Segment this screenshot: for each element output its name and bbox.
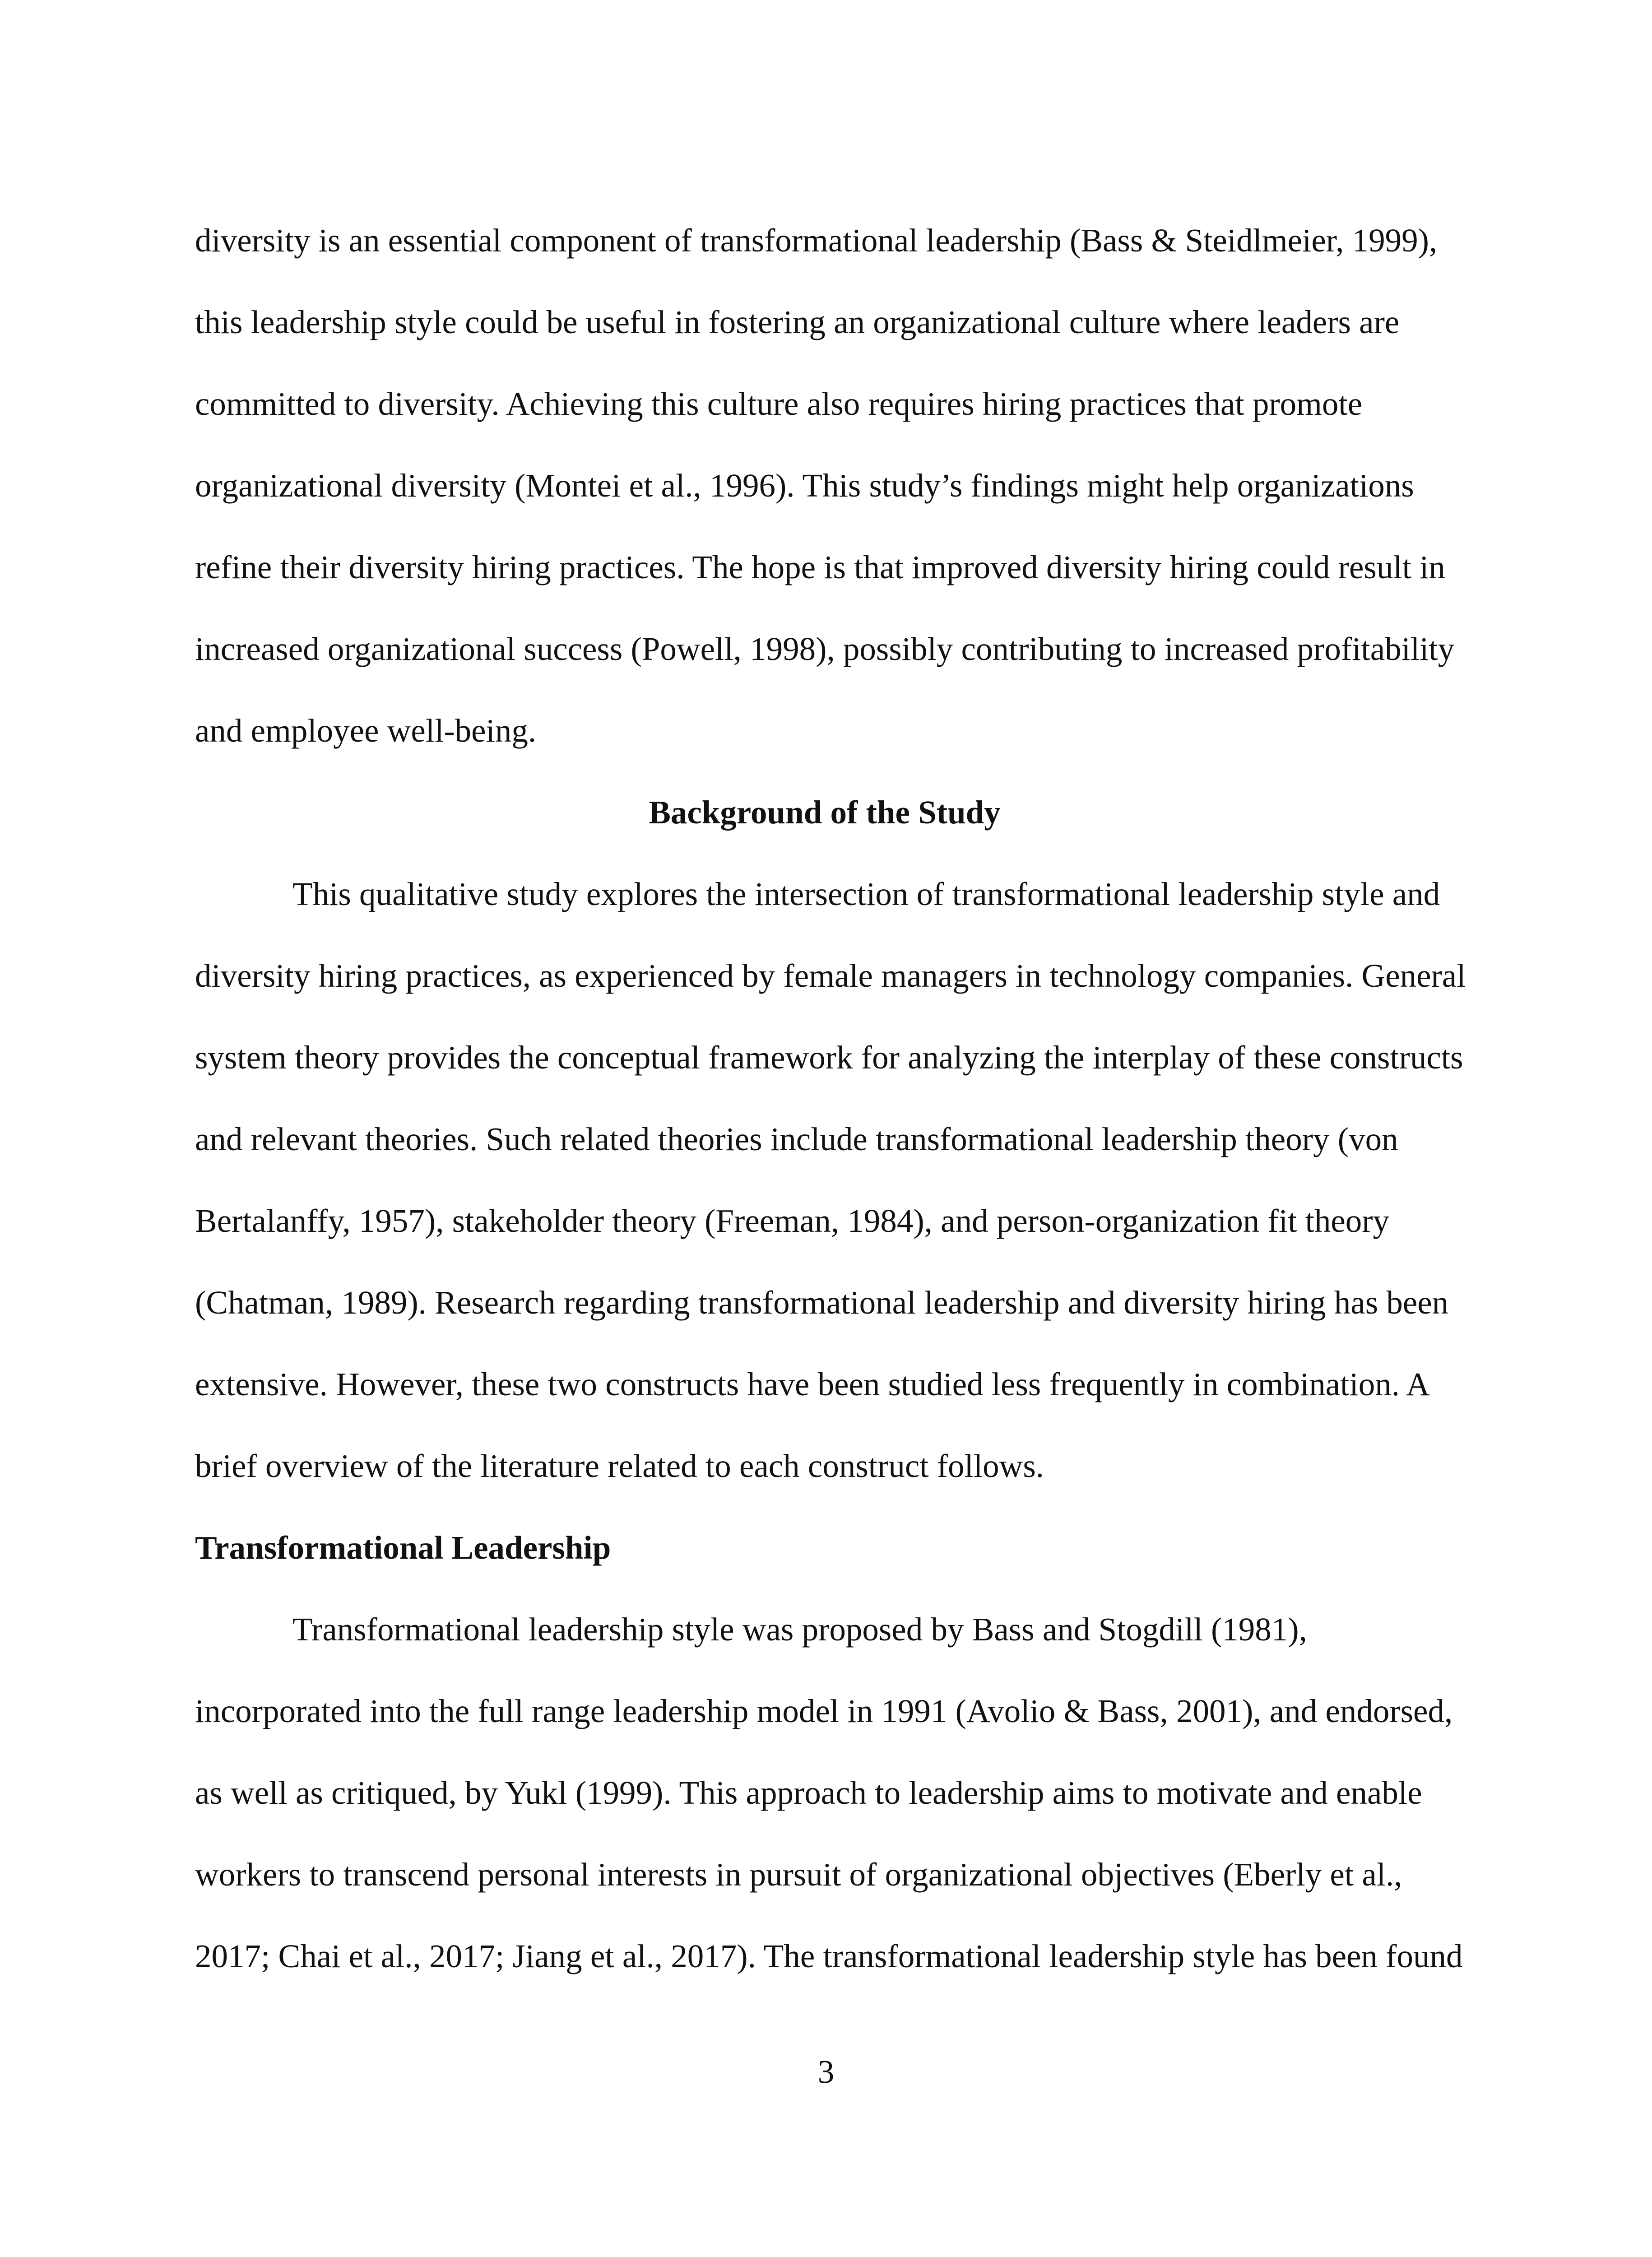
intro-line-1: diversity is an essential component of transformational leadership (Bass & Steidlmeier, 1999), [195,222,1438,259]
background-line-7: extensive. However, these two constructs have been studied less frequently in combination. A [195,1366,1430,1402]
background-line-4: and relevant theories. Such related theories include transformational leadership theory (von [195,1121,1398,1157]
intro-line-4: organizational diversity (Montei et al., 1996). This study’s findings might help organizations [195,467,1414,504]
background-line-1: This qualitative study explores the intersection of transformational leadership style and [292,876,1440,912]
tl-line-4: workers to transcend personal interests in pursuit of organizational objectives (Eberly et al., [195,1856,1402,1893]
intro-line-2: this leadership style could be useful in fostering an organizational culture where leaders are [195,304,1400,340]
background-line-2: diversity hiring practices, as experienced by female managers in technology companies. General [195,957,1466,994]
intro-line-6: increased organizational success (Powell, 1998), possibly contributing to increased profitability [195,631,1455,667]
intro-line-3: committed to diversity. Achieving this culture also requires hiring practices that promote [195,385,1363,422]
subheading-transformational-leadership: Transformational Leadership [195,1529,611,1566]
page-number: 3 [817,2053,835,2090]
tl-line-1: Transformational leadership style was proposed by Bass and Stogdill (1981), [292,1611,1307,1648]
intro-line-7: and employee well-being. [195,712,537,749]
section-heading-background: Background of the Study [649,794,1001,831]
intro-line-5: refine their diversity hiring practices. The hope is that improved diversity hiring could result in [195,549,1445,585]
tl-line-5: 2017; Chai et al., 2017; Jiang et al., 2017). The transformational leadership style has been found [195,1938,1463,1974]
tl-line-3: as well as critiqued, by Yukl (1999). This approach to leadership aims to motivate and enable [195,1774,1422,1811]
background-line-6: (Chatman, 1989). Research regarding transformational leadership and diversity hiring has been [195,1284,1449,1321]
body-text [195,200,1466,1997]
background-line-8: brief overview of the literature related to each construct follows. [195,1448,1044,1484]
background-line-5: Bertalanffy, 1957), stakeholder theory (Freeman, 1984), and person-organization fit theory [195,1203,1390,1239]
tl-line-2: incorporated into the full range leadership model in 1991 (Avolio & Bass, 2001), and endorsed, [195,1693,1453,1729]
background-line-3: system theory provides the conceptual framework for analyzing the interplay of these constructs [195,1039,1463,1076]
